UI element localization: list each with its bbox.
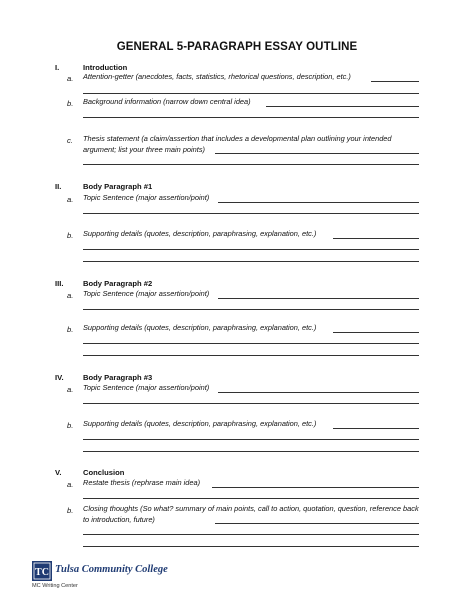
- blank-line[interactable]: [83, 451, 419, 452]
- college-logo: [32, 561, 168, 591]
- outline-prompt: [83, 134, 419, 155]
- item-letter: a.: [67, 385, 74, 394]
- blank-line[interactable]: [266, 106, 419, 107]
- blank-line[interactable]: [83, 261, 419, 262]
- prompt-text: Thesis statement (a claim/assertion that includes a developmental plan outlining your intended argument; list your three main points): [83, 134, 392, 154]
- blank-line[interactable]: [83, 546, 419, 547]
- section-heading: Body Paragraph #1: [83, 182, 153, 191]
- blank-line[interactable]: [83, 498, 419, 499]
- blank-line[interactable]: [83, 439, 419, 440]
- blank-line[interactable]: [218, 202, 419, 203]
- prompt-text: Supporting details (quotes, description, paraphrasing, explanation, etc.): [83, 419, 317, 428]
- prompt-text: Supporting details (quotes, description, paraphrasing, explanation, etc.): [83, 323, 317, 332]
- section-heading: Body Paragraph #2: [83, 279, 153, 288]
- blank-line[interactable]: [83, 93, 419, 94]
- blank-line[interactable]: [215, 523, 419, 524]
- section-numeral: II.: [55, 182, 62, 191]
- blank-line[interactable]: [333, 238, 419, 239]
- item-letter: a.: [67, 291, 74, 300]
- blank-line[interactable]: [333, 428, 419, 429]
- item-letter: a.: [67, 74, 74, 83]
- section-numeral: IV.: [55, 373, 64, 382]
- item-letter: b.: [67, 325, 74, 334]
- prompt-text: Topic Sentence (major assertion/point): [83, 383, 210, 392]
- tcc-logo-icon: [32, 561, 52, 581]
- blank-line[interactable]: [83, 355, 419, 356]
- item-letter: b.: [67, 99, 74, 108]
- blank-line[interactable]: [83, 213, 419, 214]
- prompt-text: Background information (narrow down central idea): [83, 97, 251, 106]
- blank-line[interactable]: [83, 309, 419, 310]
- college-name: Tulsa Community College: [55, 564, 168, 575]
- blank-line[interactable]: [212, 487, 419, 488]
- prompt-text: Closing thoughts (So what? summary of main points, call to action, quotation, question, reference back to introduction, future): [83, 504, 419, 524]
- outline-prompt: [83, 504, 419, 525]
- page-title: GENERAL 5-PARAGRAPH ESSAY OUTLINE: [116, 41, 358, 53]
- blank-line[interactable]: [83, 164, 419, 165]
- item-letter: b.: [67, 421, 74, 430]
- section-numeral: V.: [55, 468, 62, 477]
- item-letter: b.: [67, 231, 74, 240]
- blank-line[interactable]: [83, 343, 419, 344]
- blank-line[interactable]: [333, 332, 419, 333]
- blank-line[interactable]: [83, 403, 419, 404]
- blank-line[interactable]: [83, 249, 419, 250]
- item-letter: c.: [67, 136, 73, 145]
- item-letter: b.: [67, 506, 74, 515]
- section-heading: Conclusion: [83, 468, 125, 477]
- item-letter: a.: [67, 480, 74, 489]
- prompt-text: Attention-getter (anecdotes, facts, statistics, rhetorical questions, description, etc.): [83, 72, 351, 81]
- section-numeral: I.: [55, 63, 60, 72]
- outline-prompt: [83, 72, 419, 83]
- blank-line[interactable]: [215, 153, 419, 154]
- section-heading: Body Paragraph #3: [83, 373, 153, 382]
- item-letter: a.: [67, 195, 74, 204]
- writing-center-label: MC Writing Center: [32, 583, 78, 589]
- blank-line[interactable]: [218, 392, 419, 393]
- prompt-text: Topic Sentence (major assertion/point): [83, 193, 210, 202]
- prompt-text: Topic Sentence (major assertion/point): [83, 289, 210, 298]
- blank-line[interactable]: [371, 81, 419, 82]
- blank-line[interactable]: [218, 298, 419, 299]
- blank-line[interactable]: [83, 117, 419, 118]
- section-numeral: III.: [55, 279, 64, 288]
- section-heading: Introduction: [83, 63, 128, 72]
- logo-mark-text: TC: [35, 567, 49, 578]
- prompt-text: Restate thesis (rephrase main idea): [83, 478, 201, 487]
- blank-line[interactable]: [83, 534, 419, 535]
- prompt-text: Supporting details (quotes, description, paraphrasing, explanation, etc.): [83, 229, 317, 238]
